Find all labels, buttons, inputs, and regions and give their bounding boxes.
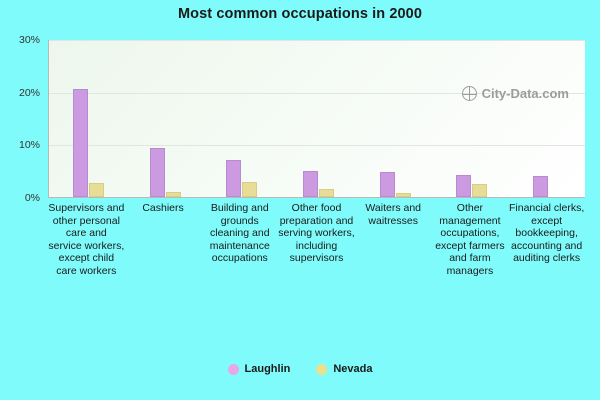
bar — [242, 182, 257, 197]
x-axis-category-label: Other food preparation and serving workers, including supervisors — [278, 202, 355, 265]
bar — [166, 192, 181, 197]
bar — [226, 160, 241, 197]
chart-title: Most common occupations in 2000 — [177, 6, 422, 22]
x-axis-category-label: Building and grounds cleaning and maintenance occupations — [209, 202, 270, 265]
legend-label: Nevada — [333, 363, 373, 375]
bar — [472, 184, 487, 197]
legend-item-laughlin[interactable] — [228, 363, 291, 375]
bar — [73, 89, 88, 197]
plot-area — [48, 40, 585, 198]
bar — [396, 193, 411, 197]
y-axis — [0, 34, 44, 204]
x-axis-category-label: Cashiers — [142, 202, 184, 214]
y-axis-tick-label: 20% — [18, 86, 40, 99]
legend-item-nevada[interactable] — [316, 363, 372, 375]
y-axis-tick-label: 10% — [18, 139, 40, 152]
bar — [533, 176, 548, 197]
x-axis-category-label: Financial clerks, except bookkeeping, accounting and auditing clerks — [508, 202, 585, 265]
legend-swatch-icon — [228, 364, 239, 375]
bar — [89, 183, 104, 197]
y-axis-tick-label: 0% — [24, 192, 40, 204]
gridline — [49, 40, 585, 41]
bar — [319, 189, 334, 197]
x-axis-category-label: Other management occupations, except farmers and farm managers — [435, 202, 505, 277]
x-axis-labels — [48, 202, 585, 342]
watermark — [462, 86, 569, 101]
bar — [303, 171, 318, 197]
watermark-label: City-Data.com — [481, 86, 569, 101]
globe-icon — [462, 86, 477, 101]
legend-swatch-icon — [316, 364, 327, 375]
chart-legend — [0, 363, 600, 375]
bar — [150, 148, 165, 197]
y-axis-tick-label: 30% — [18, 34, 40, 46]
bar — [456, 175, 471, 197]
legend-label: Laughlin — [244, 363, 291, 375]
gridline — [49, 145, 585, 146]
bar — [380, 172, 395, 197]
x-axis-category-label: Supervisors and other personal care and service workers, except child care workers — [48, 202, 125, 277]
x-axis-category-label: Waiters and waitresses — [365, 202, 422, 227]
